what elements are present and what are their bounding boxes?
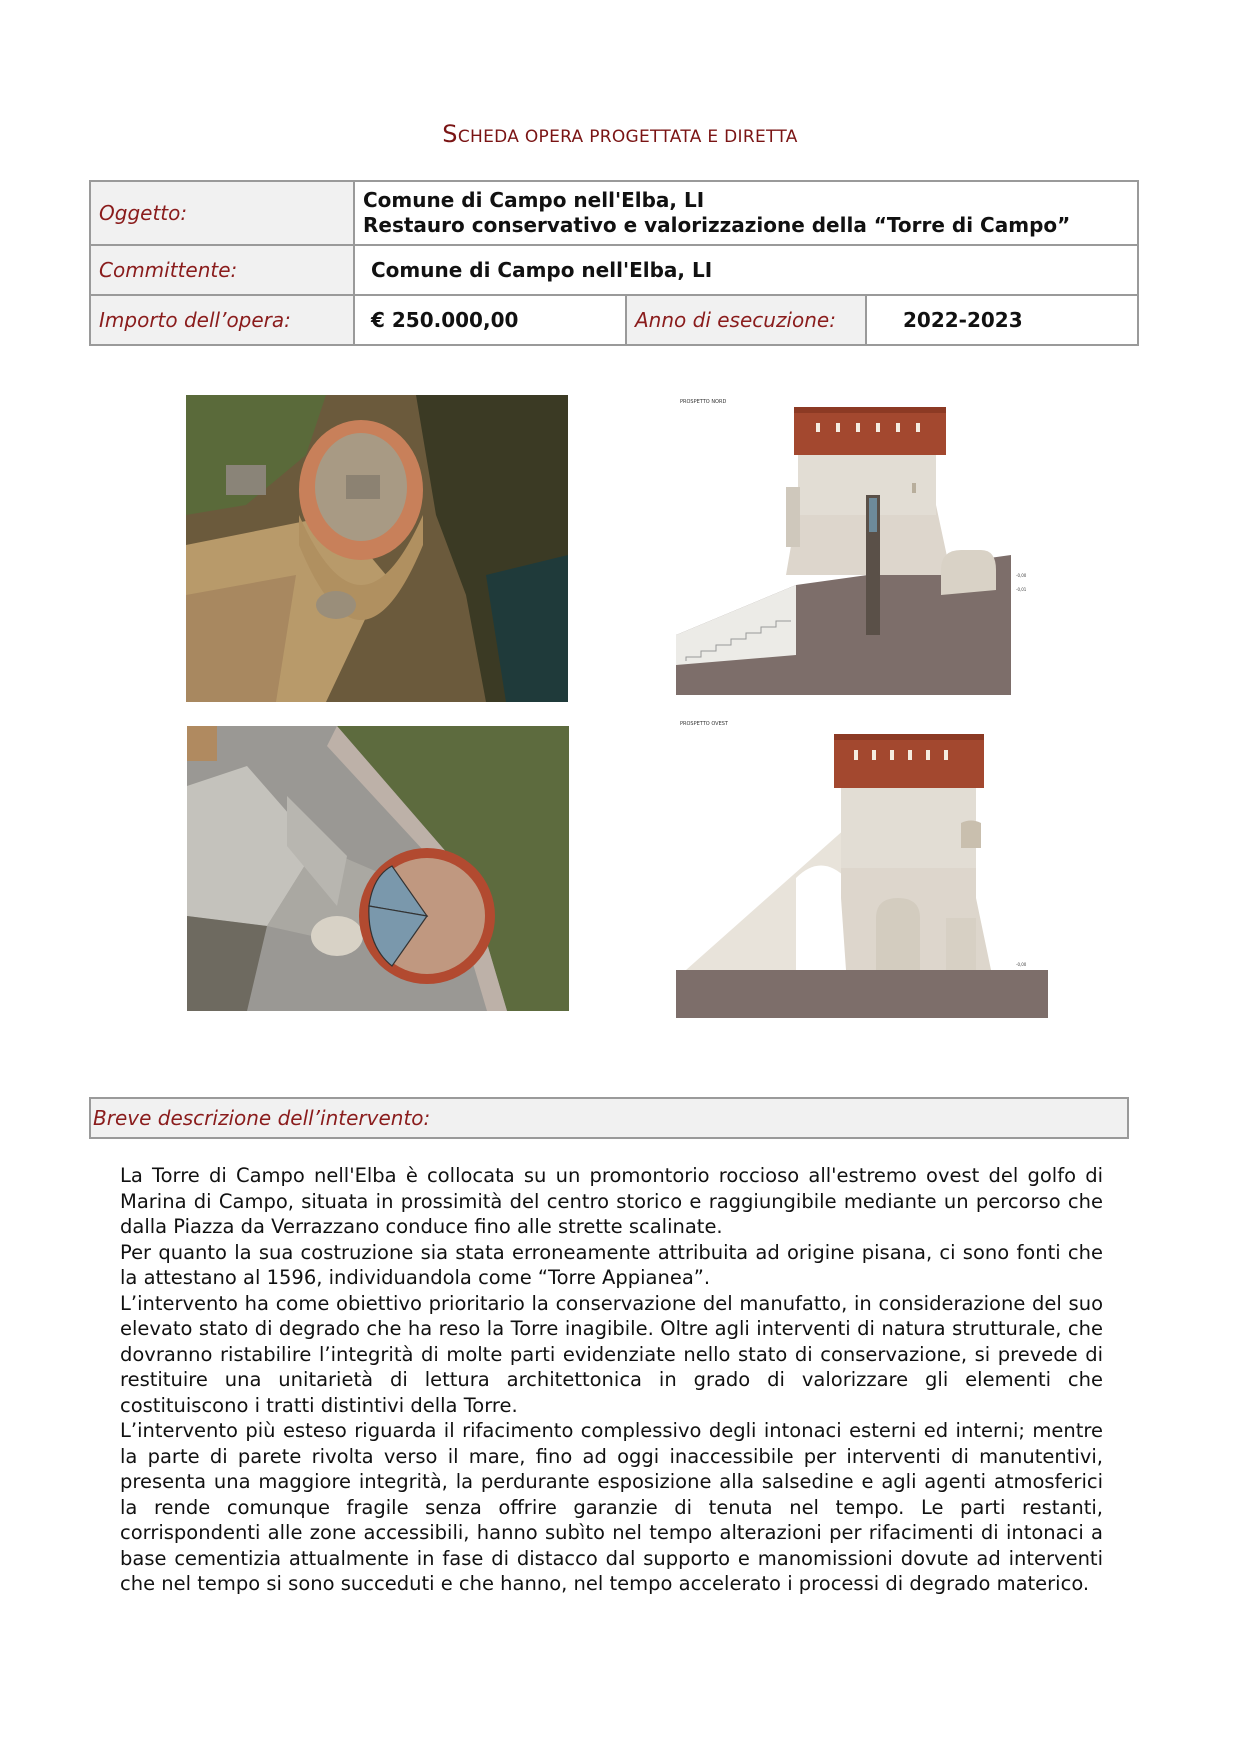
description-paragraph: Per quanto la sua costruzione sia stata erroneamente attribuita ad origine pisana, ci sono fonti che la attestano al 1596, individuandola come “Torre Appianea”.	[120, 1240, 1103, 1289]
description-paragraph: La Torre di Campo nell'Elba è collocata su un promontorio roccioso all'estremo ovest del golfo di Marina di Campo, situata in prossimità del centro storico e raggiungibile mediante un percorso che dalla Piazza da Verrazzano conduce fino alle strette scalinate.	[120, 1164, 1103, 1238]
title-initial: S	[442, 120, 458, 148]
prospetto-ovest-drawing	[676, 718, 1048, 1018]
row-committente	[90, 245, 1138, 295]
importo-value: € 250.000,00	[354, 295, 626, 345]
svg-text:-0,01: -0,01	[1016, 587, 1027, 592]
oggetto-value	[354, 181, 1138, 245]
oggetto-line2: Restauro conservativo e valorizzazione della “Torre di Campo”	[363, 213, 1071, 237]
importo-label: Importo dell’opera:	[90, 295, 354, 345]
description-paragraph: L’intervento più esteso riguarda il rifacimento complessivo degli intonaci esterni ed interni; mentre la parte di parete rivolta verso il mare, fino ad oggi inaccessibile per interventi di manutentivi, presenta una maggiore integrità, la perdurante esposizione alla salsedine e agli agenti atmosferici la rende comunque fragile senza offrire garanzie di tenuta nel tempo. Le parti restanti, corrispondenti alle zone accessibili, hanno subìto nel tempo alterazioni per rifacimenti di intonaci a base cementizia attualmente in fase di distacco dal supporto e manomissioni dovute ad interventi che nel tempo si sono succeduti e che hanno, nel tempo accelerato i processi di degrado materico.	[120, 1419, 1103, 1595]
row-importo	[90, 295, 1138, 345]
aerial-photo	[186, 395, 568, 702]
prospetto-ovest-label: PROSPETTO OVEST	[680, 721, 728, 727]
prospetto-nord-drawing	[676, 395, 1068, 695]
row-oggetto	[90, 181, 1138, 245]
committente-value: Comune di Campo nell'Elba, LI	[354, 245, 1138, 295]
svg-text:-0,00: -0,00	[1016, 573, 1027, 578]
committente-label: Committente:	[90, 245, 354, 295]
anno-label: Anno di esecuzione:	[626, 295, 866, 345]
info-table	[89, 180, 1139, 346]
oggetto-label: Oggetto:	[90, 181, 354, 245]
plan-view-drawing	[187, 726, 569, 1011]
description-label: Breve descrizione dell’intervento:	[89, 1097, 1129, 1139]
page-title	[0, 120, 1240, 148]
prospetto-nord-label: PROSPETTO NORD	[680, 399, 727, 405]
title-rest: CHEDA OPERA PROGETTATA E DIRETTA	[457, 127, 798, 147]
oggetto-line1: Comune di Campo nell'Elba, LI	[363, 188, 705, 212]
svg-text:-0,00: -0,00	[1016, 962, 1027, 967]
description-body	[120, 1163, 1103, 1597]
description-paragraph: L’intervento ha come obiettivo prioritario la conservazione del manufatto, in considerazione del suo elevato stato di degrado che ha reso la Torre inagibile. Oltre agli interventi di natura strutturale, che dovranno ristabilire l’integrità di molte parti evidenziate nello stato di conservazione, si prevede di restituire una unitarietà di lettura architettonica in grado di valorizzare gli elementi che costituiscono i tratti distintivi della Torre.	[120, 1291, 1103, 1417]
anno-value: 2022-2023	[866, 295, 1138, 345]
